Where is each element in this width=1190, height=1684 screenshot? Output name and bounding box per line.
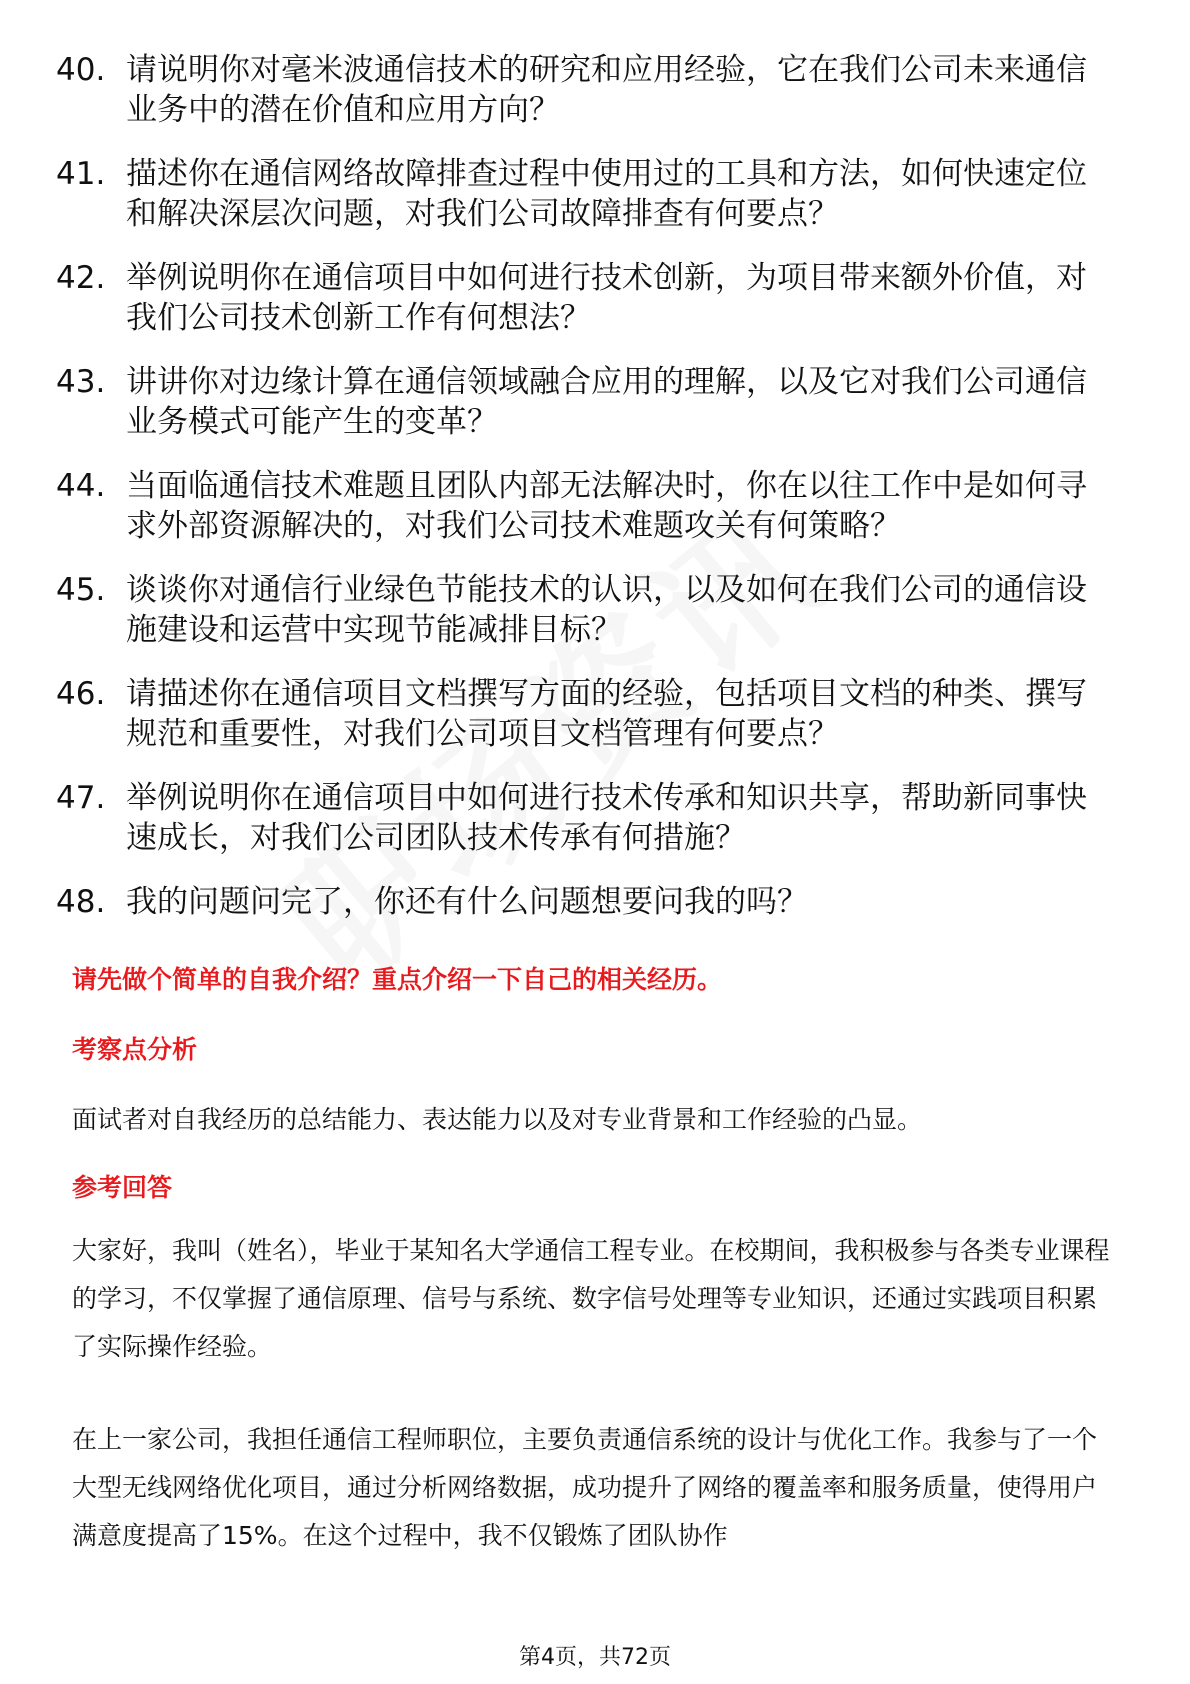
question-number: 47. [56, 780, 106, 816]
list-item [56, 154, 1116, 234]
list-item [56, 466, 1116, 546]
answer-heading: 参考回答 [72, 1173, 173, 1202]
list-item [56, 882, 1116, 922]
answer-paragraph: 大家好，我叫（姓名），毕业于某知名大学通信工程专业。在校期间，我积极参与各类专业课程的学习，不仅掌握了通信原理、信号与系统、数字信号处理等专业知识，还通过实践项目积累了实际操作经验。 [72, 1236, 1110, 1361]
question-number: 45. [56, 572, 106, 608]
question-number: 44. [56, 468, 106, 504]
list-item [56, 362, 1116, 442]
question-text: 描述你在通信网络故障排查过程中使用过的工具和方法，如何快速定位和解决深层次问题，对我们公司故障排查有何要点？ [126, 156, 1087, 232]
page-footer: 第4页，共72页 [519, 1645, 671, 1670]
question-list [56, 50, 1116, 946]
question-number: 48. [56, 884, 106, 920]
answer-paragraph: 在上一家公司，我担任通信工程师职位，主要负责通信系统的设计与优化工作。我参与了一个大型无线网络优化项目，通过分析网络数据，成功提升了网络的覆盖率和服务质量，使得用户满意度提高了15%。在这个过程中，我不仅锻炼了团队协作 [72, 1425, 1098, 1550]
question-number: 46. [56, 676, 106, 712]
list-item [56, 674, 1116, 754]
question-text: 请描述你在通信项目文档撰写方面的经验，包括项目文档的种类、撰写规范和重要性，对我们公司项目文档管理有何要点？ [126, 676, 1087, 752]
intro-question-title: 请先做个简单的自我介绍？重点介绍一下自己的相关经历。 [72, 965, 723, 994]
question-text: 举例说明你在通信项目中如何进行技术传承和知识共享，帮助新同事快速成长，对我们公司团队技术传承有何措施？ [126, 780, 1087, 856]
question-text: 当面临通信技术难题且团队内部无法解决时，你在以往工作中是如何寻求外部资源解决的，对我们公司技术难题攻关有何策略？ [126, 468, 1087, 544]
analysis-text: 面试者对自我经历的总结能力、表达能力以及对专业背景和工作经验的凸显。 [72, 1105, 923, 1134]
question-text: 讲讲你对边缘计算在通信领域融合应用的理解，以及它对我们公司通信业务模式可能产生的变革？ [126, 364, 1087, 440]
question-text: 举例说明你在通信项目中如何进行技术创新，为项目带来额外价值，对我们公司技术创新工作有何想法？ [126, 260, 1087, 336]
list-item [56, 570, 1116, 650]
question-text: 谈谈你对通信行业绿色节能技术的认识，以及如何在我们公司的通信设施建设和运营中实现节能减排目标？ [126, 572, 1087, 648]
question-text: 请说明你对毫米波通信技术的研究和应用经验，它在我们公司未来通信业务中的潜在价值和应用方向？ [126, 52, 1087, 128]
question-number: 42. [56, 260, 106, 296]
list-item [56, 50, 1116, 130]
question-number: 41. [56, 156, 106, 192]
question-number: 40. [56, 52, 106, 88]
list-item [56, 258, 1116, 338]
analysis-heading: 考察点分析 [72, 1035, 198, 1064]
question-number: 43. [56, 364, 106, 400]
question-text: 我的问题问完了，你还有什么问题想要问我的吗？ [126, 884, 808, 920]
list-item [56, 778, 1116, 858]
